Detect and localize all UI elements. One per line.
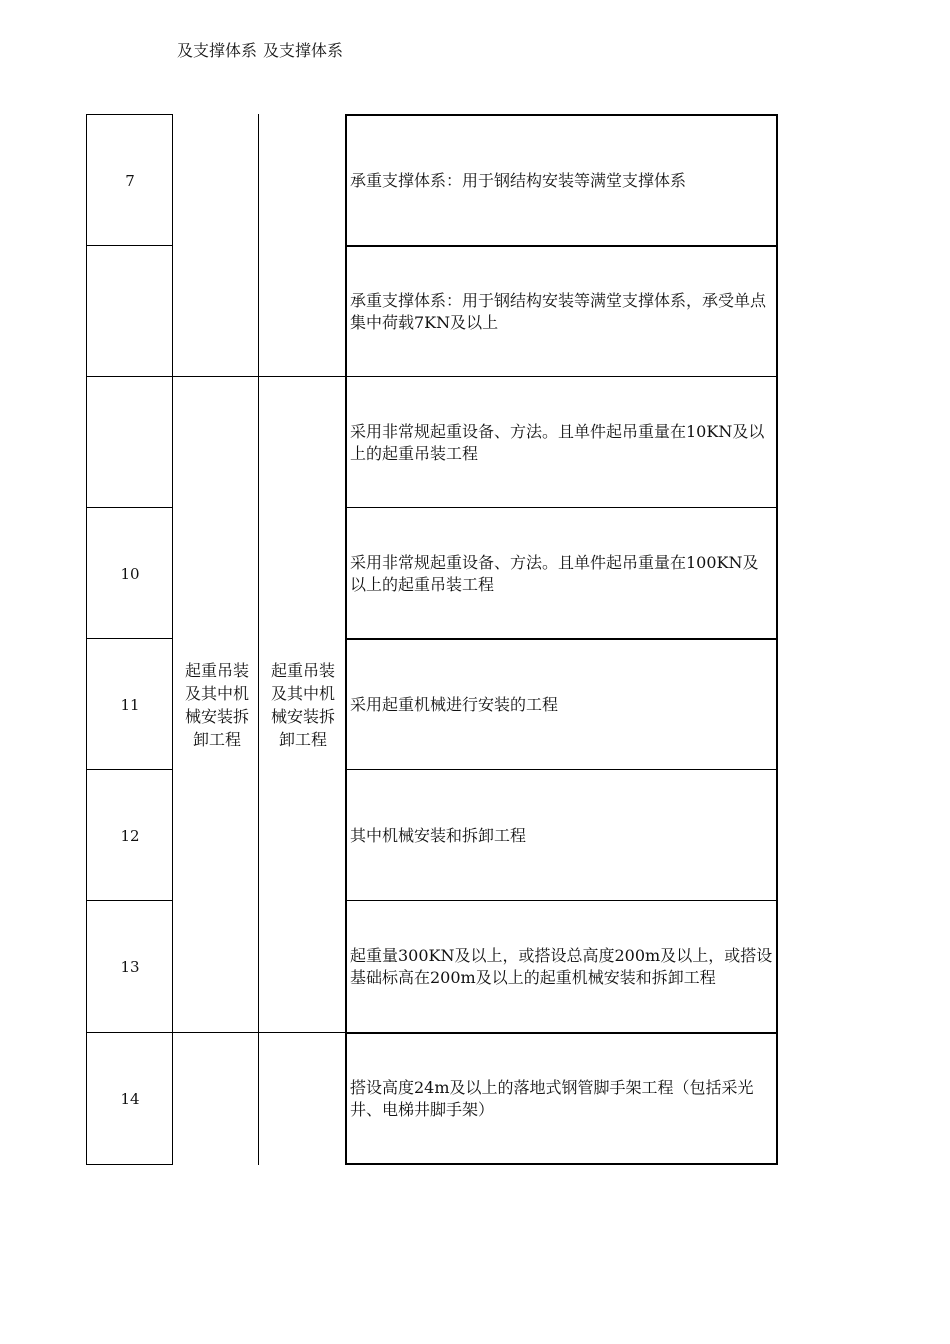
row-number: 13 xyxy=(120,957,140,976)
header-col3-continuation: 及支撑体系 xyxy=(262,41,343,60)
row-description: 承重支撑体系：用于钢结构安装等满堂支撑体系 xyxy=(350,170,687,190)
row-number xyxy=(87,246,173,377)
row-number xyxy=(87,377,173,508)
grid-line xyxy=(86,769,173,770)
grid-line xyxy=(86,245,173,246)
row-number: 7 xyxy=(125,171,135,190)
grid-line xyxy=(86,376,173,377)
grid-line xyxy=(173,1032,346,1033)
grid-line xyxy=(345,1163,778,1165)
grid-line xyxy=(86,507,173,508)
category-lifting-col2: 起重吊装及其中机械安装拆卸工程 xyxy=(184,661,249,749)
row-description: 采用起重机械进行安装的工程 xyxy=(350,694,559,714)
grid-line xyxy=(345,507,778,508)
row-number: 10 xyxy=(120,564,140,583)
grid-line xyxy=(86,1032,173,1033)
row-description: 起重量300KN及以上，或搭设总高度200m及以上，或搭设基础标高在200m及以上的起重机械安装和拆卸工程 xyxy=(350,945,773,987)
grid-line xyxy=(258,114,259,1165)
row-description: 承重支撑体系：用于钢结构安装等满堂支撑体系，承受单点集中荷载7KN及以上 xyxy=(350,290,767,332)
row-description: 采用非常规起重设备、方法。且单件起吊重量在10KN及以上的起重吊装工程 xyxy=(350,421,765,463)
grid-line xyxy=(345,376,778,377)
row-number: 11 xyxy=(120,695,140,714)
grid-line xyxy=(86,114,173,115)
grid-line xyxy=(345,769,778,770)
grid-line xyxy=(86,1164,173,1165)
row-number: 12 xyxy=(120,826,140,845)
row-number: 14 xyxy=(120,1089,140,1108)
grid-line xyxy=(86,900,173,901)
category-lifting-col3: 起重吊装及其中机械安装拆卸工程 xyxy=(270,661,335,749)
header-col2-continuation: 及支撑体系 xyxy=(176,41,257,60)
grid-line xyxy=(345,900,778,901)
grid-line xyxy=(345,1032,778,1034)
grid-line xyxy=(345,114,778,116)
row-description: 搭设高度24m及以上的落地式钢管脚手架工程（包括采光井、电梯井脚手架） xyxy=(350,1077,754,1119)
grid-line xyxy=(173,376,346,377)
grid-line xyxy=(345,245,778,247)
row-description: 其中机械安装和拆卸工程 xyxy=(350,825,527,845)
grid-line xyxy=(345,638,778,640)
grid-line xyxy=(172,114,173,1165)
grid-line xyxy=(86,114,87,1165)
grid-line xyxy=(86,638,173,639)
row-description: 采用非常规起重设备、方法。且单件起吊重量在100KN及以上的起重吊装工程 xyxy=(350,552,759,594)
